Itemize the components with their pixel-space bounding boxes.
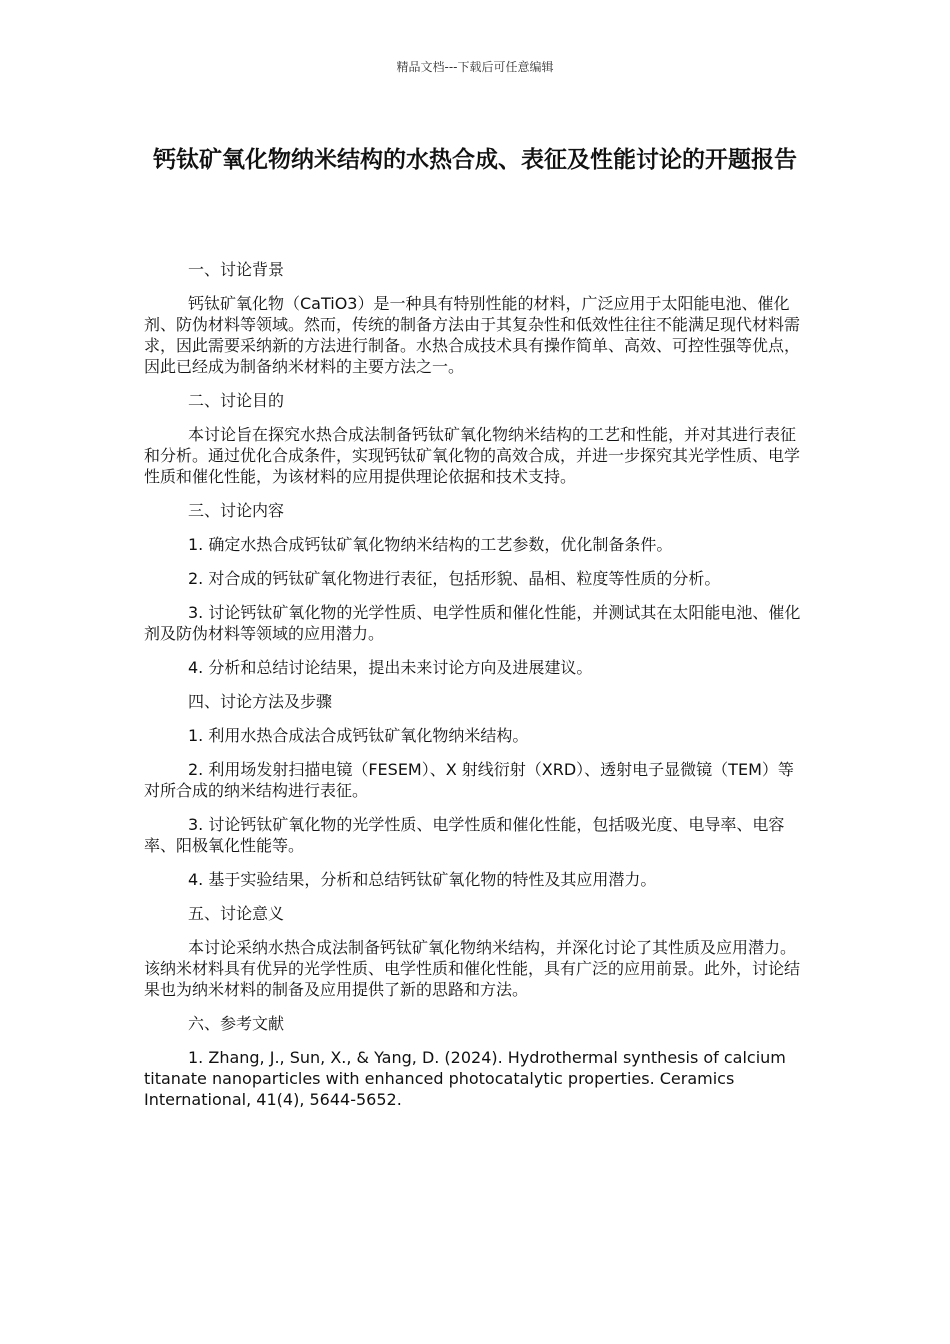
paragraph-background: 钙钛矿氧化物（CaTiO3）是一种具有特别性能的材料，广泛应用于太阳能电池、催化剂、防伪材料等领域。然而，传统的制备方法由于其复杂性和低效性往往不能满足现代材料需求，因此需要采纳新的方法进行制备。水热合成技术具有操作简单、高效、可控性强等优点，因此已经成为制备纳米材料的主要方法之一。 bbox=[144, 294, 801, 376]
list-item-method-4: 4. 基于实验结果，分析和总结钙钛矿氧化物的特性及其应用潜力。 bbox=[188, 870, 657, 889]
list-item-content-4: 4. 分析和总结讨论结果，提出未来讨论方向及进展建议。 bbox=[188, 658, 593, 677]
paragraph-purpose: 本讨论旨在探究水热合成法制备钙钛矿氧化物纳米结构的工艺和性能，并对其进行表征和分析。通过优化合成条件，实现钙钛矿氧化物的高效合成，并进一步探究其光学性质、电学性质和催化性能，为该材料的应用提供理论依据和技术支持。 bbox=[144, 425, 801, 486]
list-item-content-2: 2. 对合成的钙钛矿氧化物进行表征，包括形貌、晶相、粒度等性质的分析。 bbox=[188, 569, 721, 588]
list-item-method-2: 2. 利用场发射扫描电镜（FESEM）、X 射线衍射（XRD）、透射电子显微镜（TEM）等对所合成的纳米结构进行表征。 bbox=[144, 760, 794, 800]
section-heading-background: 一、讨论背景 bbox=[188, 260, 285, 279]
paragraph-significance: 本讨论采纳水热合成法制备钙钛矿氧化物纳米结构，并深化讨论了其性质及应用潜力。该纳米材料具有优异的光学性质、电学性质和催化性能，具有广泛的应用前景。此外，讨论结果也为纳米材料的制备及应用提供了新的思路和方法。 bbox=[144, 938, 801, 999]
list-item-method-3: 3. 讨论钙钛矿氧化物的光学性质、电学性质和催化性能，包括吸光度、电导率、电容率、阳极氧化性能等。 bbox=[144, 815, 785, 855]
list-item-method-1: 1. 利用水热合成法合成钙钛矿氧化物纳米结构。 bbox=[188, 726, 529, 745]
section-heading-references: 六、参考文献 bbox=[188, 1014, 285, 1033]
section-heading-significance: 五、讨论意义 bbox=[188, 904, 285, 923]
section-heading-content: 三、讨论内容 bbox=[188, 501, 285, 520]
list-item-content-1: 1. 确定水热合成钙钛矿氧化物纳米结构的工艺参数，优化制备条件。 bbox=[188, 535, 673, 554]
reference-item-1: 1. Zhang, J., Sun, X., & Yang, D. (2024). Hydrothermal synthesis of calcium titanate nanoparticles with enhanced photocatalytic properties. Ceramics International, 41(4), 5644-5652. bbox=[144, 1048, 786, 1109]
document-title: 钙钛矿氧化物纳米结构的水热合成、表征及性能讨论的开题报告 bbox=[153, 147, 797, 173]
section-heading-methods: 四、讨论方法及步骤 bbox=[188, 692, 333, 711]
section-heading-purpose: 二、讨论目的 bbox=[188, 391, 285, 410]
header-note: 精品文档---下载后可任意编辑 bbox=[396, 60, 554, 74]
list-item-content-3: 3. 讨论钙钛矿氧化物的光学性质、电学性质和催化性能，并测试其在太阳能电池、催化剂及防伪材料等领域的应用潜力。 bbox=[144, 603, 801, 643]
document-body bbox=[144, 259, 806, 1123]
